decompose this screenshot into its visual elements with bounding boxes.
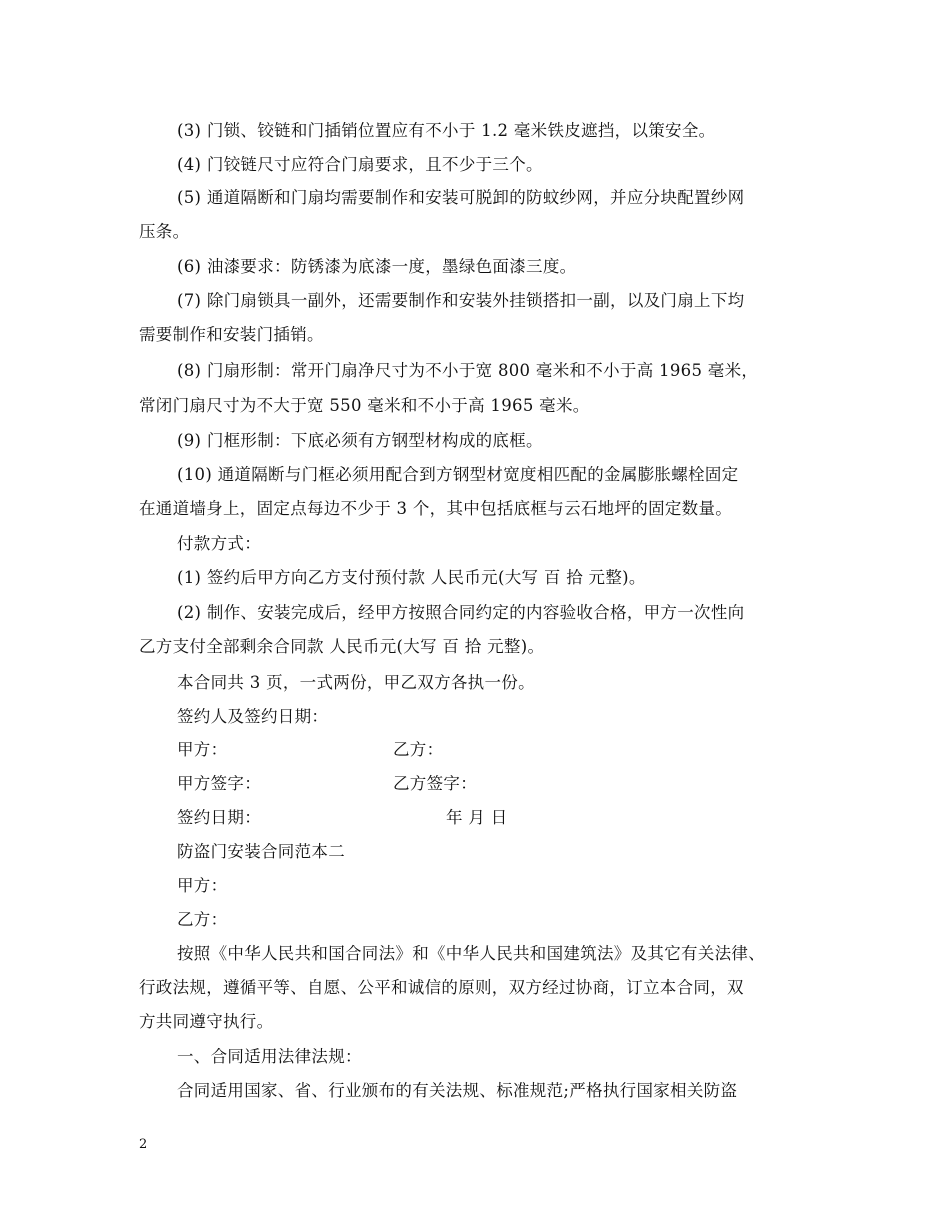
text-line: (10) 通道隔断与门框必须用配合到方钢型材宽度相匹配的金属膨胀螺栓固定: [177, 465, 739, 484]
text-line: 付款方式：: [177, 534, 261, 553]
text-line: (8) 门扇形制：常开门扇净尺寸为不小于宽 800 毫米和不小于高 1965 毫米，: [177, 361, 759, 380]
text-line: 压条。: [139, 222, 190, 241]
page-number: 2: [139, 1137, 148, 1152]
text-line: (9) 门框形制：下底必须有方钢型材构成的底框。: [177, 431, 543, 450]
section-heading: 防盗门安装合同范本二: [177, 842, 345, 861]
signing-date-fields: 年 月 日: [446, 808, 508, 827]
text-line: 一、合同适用法律法规：: [177, 1047, 362, 1066]
party-a-label: 甲方：: [177, 740, 228, 759]
text-line: (6) 油漆要求：防锈漆为底漆一度，墨绿色面漆三度。: [177, 257, 577, 276]
text-line: 在通道墙身上，固定点每边不少于 3 个，其中包括底框与云石地坪的固定数量。: [139, 499, 733, 518]
text-line: (2) 制作、安装完成后，经甲方按照合同约定的内容验收合格，甲方一次性向: [177, 603, 745, 622]
text-line: 乙方支付全部剩余合同款 人民币元(大写 百 拾 元整)。: [139, 637, 545, 656]
text-line: (7) 除门扇锁具一副外，还需要制作和安装外挂锁搭扣一副，以及门扇上下均: [177, 291, 745, 310]
text-line: 需要制作和安装门插销。: [139, 325, 324, 344]
text-line: 常闭门扇尺寸为不大于宽 550 毫米和不小于高 1965 毫米。: [139, 396, 590, 415]
text-line: 方共同遵守执行。: [139, 1012, 274, 1031]
party-b-signature-label: 乙方签字：: [393, 774, 477, 793]
text-line: (1) 签约后甲方向乙方支付预付款 人民币元(大写 百 拾 元整)。: [177, 568, 646, 587]
text-line: 乙方：: [177, 910, 228, 929]
text-line: 合同适用国家、省、行业颁布的有关法规、标准规范;严格执行国家相关防盗: [177, 1081, 738, 1100]
text-line: 按照《中华人民共和国合同法》和《中华人民共和国建筑法》及其它有关法律、: [177, 944, 765, 963]
text-line: (3) 门锁、铰链和门插销位置应有不小于 1.2 毫米铁皮遮挡，以策安全。: [177, 121, 716, 140]
party-a-signature-label: 甲方签字：: [177, 774, 261, 793]
text-line: 行政法规，遵循平等、自愿、公平和诚信的原则，双方经过协商，订立本合同，双: [139, 978, 744, 997]
text-line: 本合同共 3 页，一式两份，甲乙双方各执一份。: [177, 673, 535, 692]
party-b-label: 乙方：: [393, 740, 444, 759]
text-line: (5) 通道隔断和门扇均需要制作和安装可脱卸的防蚊纱网，并应分块配置纱网: [177, 188, 745, 207]
signing-date-label: 签约日期：: [177, 808, 261, 827]
text-line: 签约人及签约日期：: [177, 707, 329, 726]
text-line: 甲方：: [177, 876, 228, 895]
text-line: (4) 门铰链尺寸应符合门扇要求，且不少于三个。: [177, 155, 543, 174]
